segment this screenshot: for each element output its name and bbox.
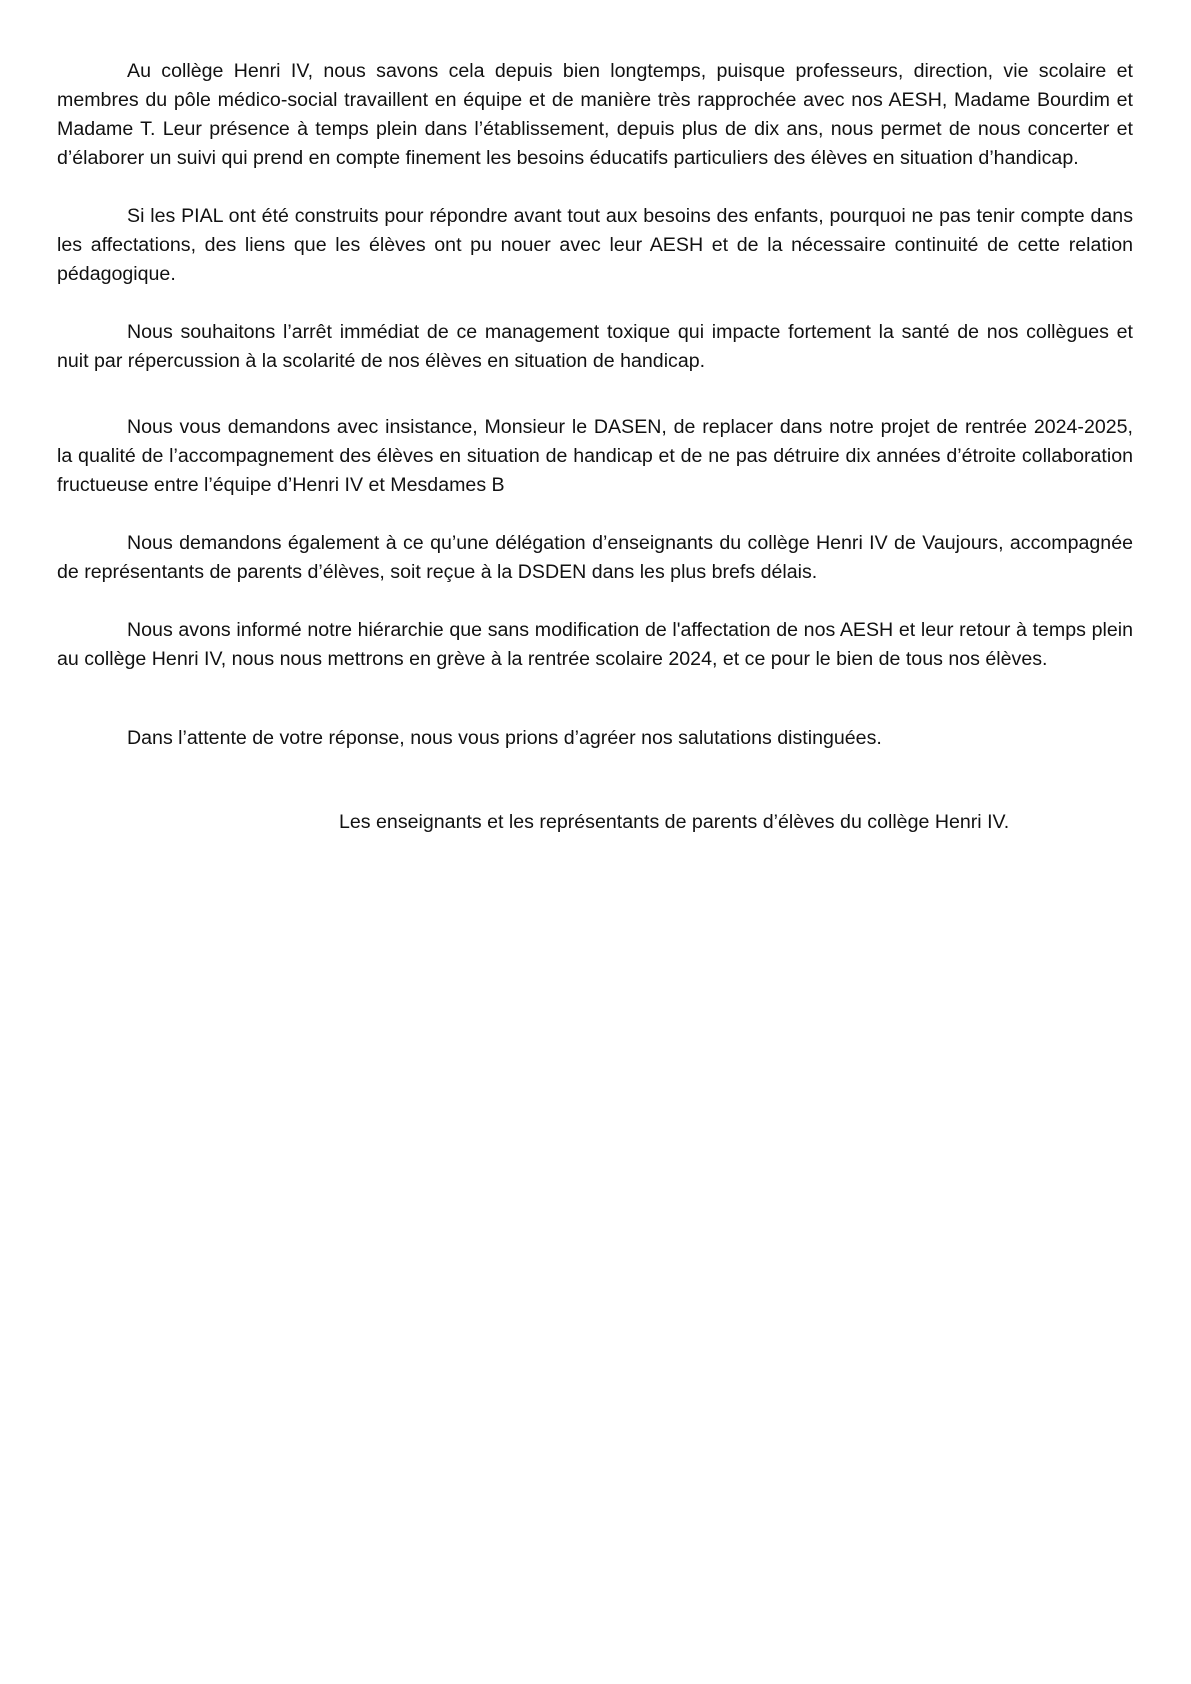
paragraph-delegation: Nous demandons également à ce qu’une délégation d’enseignants du collège Henri IV de Vaujours, accompagnée de représentants de parents d’élèves, soit reçue à la DSDEN dans les plus brefs délais. bbox=[57, 532, 1133, 583]
paragraph-dasen-request: Nous vous demandons avec insistance, Monsieur le DASEN, de replacer dans notre projet de rentrée 2024-2025, la qualité de l’accompagnement des élèves en situation de handicap et de ne pas détruire dix années d’étroite collaboration fructueuse entre l’équipe d’Henri IV et Mesdames B bbox=[57, 416, 1133, 496]
paragraph-aesh-collaboration: Au collège Henri IV, nous savons cela depuis bien longtemps, puisque professeurs, direction, vie scolaire et membres du pôle médico-social travaillent en équipe et de manière très rapprochée avec nos AESH, Madame Bourdim et Madame T. Leur présence à temps plein dans l’établissement, depuis plus de dix ans, nous permet de nous concerter et d’élaborer un suivi qui prend en compte finement les besoins éducatifs particuliers des élèves en situation d’handicap. bbox=[57, 60, 1133, 169]
paragraph-spacer bbox=[57, 674, 1133, 724]
paragraph-spacer bbox=[57, 500, 1133, 529]
paragraph-spacer bbox=[57, 173, 1133, 202]
closing-formula: Dans l’attente de votre réponse, nous vous prions d’agréer nos salutations distinguées. bbox=[127, 727, 882, 749]
paragraph-spacer bbox=[57, 289, 1133, 318]
paragraph-pial: Si les PIAL ont été construits pour répondre avant tout aux besoins des enfants, pourquoi ne pas tenir compte dans les affectations, des liens que les élèves ont pu nouer avec leur AESH et de la nécessaire continuité de cette relation pédagogique. bbox=[57, 205, 1133, 285]
letter-body bbox=[57, 57, 1133, 837]
paragraph-strike: Nous avons informé notre hiérarchie que sans modification de l'affectation de nos AESH et leur retour à temps plein au collège Henri IV, nous nous mettrons en grève à la rentrée scolaire 2024, et ce pour le bien de tous nos élèves. bbox=[57, 619, 1133, 670]
paragraph-spacer bbox=[57, 376, 1133, 413]
signature: Les enseignants et les représentants de parents d’élèves du collège Henri IV. bbox=[339, 811, 1010, 833]
paragraph-spacer bbox=[57, 753, 1133, 808]
paragraph-management: Nous souhaitons l’arrêt immédiat de ce management toxique qui impacte fortement la santé de nos collègues et nuit par répercussion à la scolarité de nos élèves en situation de handicap. bbox=[57, 321, 1133, 372]
paragraph-spacer bbox=[57, 587, 1133, 616]
